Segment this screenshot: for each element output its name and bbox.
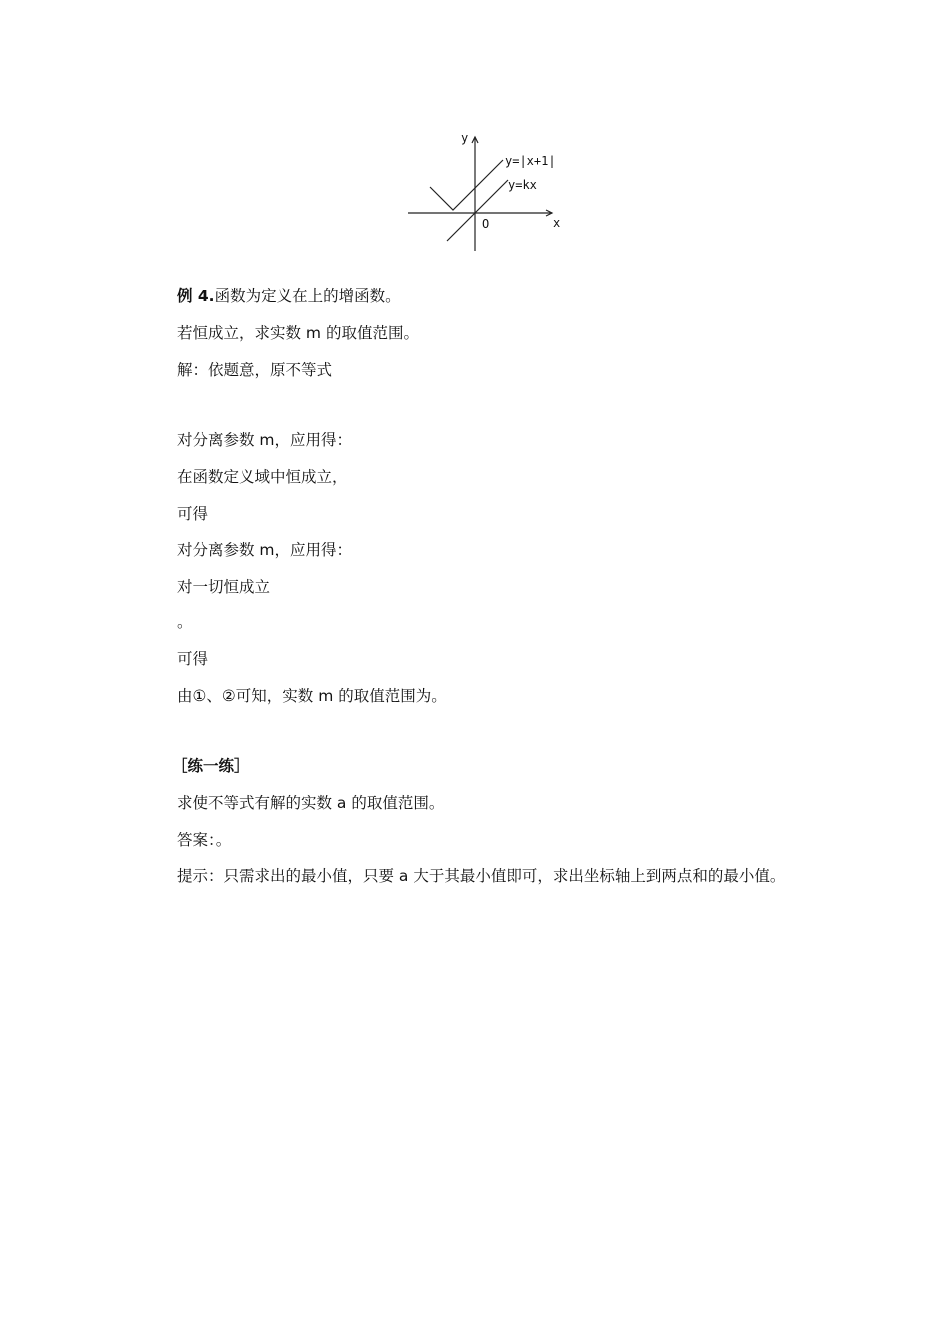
kx-line xyxy=(447,180,508,241)
example4-line8: 对一切恒成立 xyxy=(177,578,271,596)
practice-question: 求使不等式有解的实数 a 的取值范围。 xyxy=(177,794,445,812)
origin-label: O xyxy=(482,217,490,231)
practice-hint: 提示：只需求出的最小值，只要 a 大于其最小值即可，求出坐标轴上到两点和的最小值。 xyxy=(177,867,786,885)
example4-line11: 由①、②可知，实数 m 的取值范围为。 xyxy=(177,687,447,705)
abs-curve-label: y=|x+1| xyxy=(505,154,556,168)
example4-line6: 可得 xyxy=(177,505,209,523)
y-axis-label: y xyxy=(461,131,469,145)
kx-line-label: y=kx xyxy=(508,178,537,192)
example4-title xyxy=(177,286,401,306)
abs-curve xyxy=(430,160,503,210)
practice-answer: 答案：。 xyxy=(177,831,232,849)
function-graph-figure xyxy=(400,127,580,257)
example4-heading: 例 4. xyxy=(177,287,215,305)
example4-line7: 对分离参数 m，应用得： xyxy=(177,541,353,559)
example4-line1: 函数为定义在上的增函数。 xyxy=(214,287,401,305)
example4-line2: 若恒成立，求实数 m 的取值范围。 xyxy=(177,324,419,342)
practice-heading: ［练一练］ xyxy=(172,757,250,775)
example4-line4: 对分离参数 m，应用得： xyxy=(177,431,353,449)
example4-line3: 解：依题意，原不等式 xyxy=(177,361,333,379)
x-axis-label: x xyxy=(553,216,561,230)
example4-line10: 可得 xyxy=(177,650,209,668)
example4-line9: 。 xyxy=(177,613,193,631)
example4-line5: 在函数定义域中恒成立， xyxy=(177,468,348,486)
